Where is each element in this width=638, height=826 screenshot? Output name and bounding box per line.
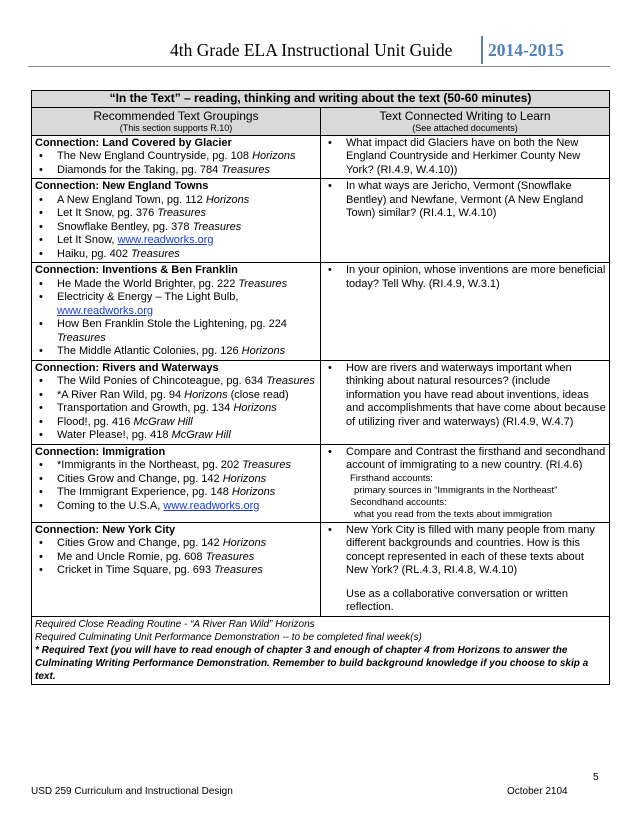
list-item — [35, 194, 317, 208]
writing-prompt-cell — [321, 135, 610, 179]
readworks-link[interactable]: www.readworks.org — [57, 304, 153, 317]
text-grouping-cell — [32, 135, 321, 179]
readworks-link[interactable]: www.readworks.org — [117, 234, 214, 246]
list-item — [35, 164, 317, 178]
list-item — [324, 524, 606, 578]
text-source: Treasures — [131, 247, 180, 260]
list-item — [35, 207, 317, 221]
writing-prompt-cell — [321, 444, 610, 522]
prompt-list — [324, 180, 606, 221]
text-source: Treasures — [57, 331, 106, 344]
list-item — [35, 486, 317, 500]
text-grouping-cell — [32, 179, 321, 263]
culminating-demo-note: Required Culminating Unit Performance Demonstration -- to be completed final week(s) — [35, 631, 422, 643]
text-list — [35, 537, 317, 578]
connection-heading: Connection: New York City — [35, 523, 176, 536]
text-title: Cities Grow and Change, pg. 142 — [57, 472, 223, 485]
list-item — [35, 551, 317, 565]
list-item — [35, 318, 317, 345]
list-item — [324, 264, 606, 291]
table-row — [32, 179, 610, 263]
text-title: Haiku, pg. 402 — [57, 247, 131, 260]
page-header — [0, 30, 638, 70]
text-title: The Immigrant Experience, pg. 148 — [57, 486, 232, 498]
list-item — [35, 416, 317, 430]
text-title: How Ben Franklin Stole the Lightening, pg. 224 — [57, 318, 287, 330]
text-list — [35, 278, 317, 359]
writing-prompt-cell — [321, 179, 610, 263]
text-title: *A River Ran Wild, pg. 94 — [57, 388, 185, 401]
list-item — [35, 150, 317, 164]
text-list — [35, 194, 317, 262]
text-source: Horizons — [184, 388, 228, 401]
list-item — [35, 429, 317, 443]
writing-prompt: What impact did Glaciers have on both the New England Countryside and Herkimer County New York? (RI.4.9, W.4.10)) — [346, 136, 581, 176]
column-header-writing-title: Text Connected Writing to Learn — [379, 108, 551, 123]
text-annotation: (close read) — [227, 388, 289, 401]
text-source: Treasures — [157, 207, 206, 219]
text-grouping-cell — [32, 360, 321, 444]
close-reading-note: Required Close Reading Routine - “A River Ran Wild” Horizons — [35, 618, 315, 630]
text-title: Water Please!, pg. 418 — [57, 429, 172, 441]
text-source: Horizons — [222, 537, 267, 549]
column-header-texts-title: Recommended Text Groupings — [93, 108, 259, 123]
text-title: Diamonds for the Taking, pg. 784 — [57, 163, 222, 176]
list-item — [35, 459, 317, 473]
text-source: Horizons — [233, 402, 277, 414]
text-grouping-cell — [32, 263, 321, 361]
requirements-cell — [32, 616, 610, 684]
writing-prompt-cell — [321, 522, 610, 616]
header-rule — [28, 66, 610, 67]
text-source: Horizons — [241, 345, 286, 357]
list-item — [35, 473, 317, 487]
table-title: “In the Text” – reading, thinking and writing about the text (50-60 minutes) — [32, 91, 610, 108]
text-source: Horizons — [252, 150, 296, 162]
list-item — [35, 221, 317, 235]
text-grouping-cell — [32, 444, 321, 522]
text-title: Cricket in Time Square, pg. 693 — [57, 564, 215, 576]
text-title: Transportation and Growth, pg. 134 — [57, 402, 234, 414]
table-row — [32, 522, 610, 616]
text-grouping-cell — [32, 522, 321, 616]
writing-prompt: How are rivers and waterways important when thinking about natural resources? (include information you have read about inventions, ideas and accomplishments that have come about because of utilizing river and waterways) (RI.4.9, W.4.7) — [346, 361, 606, 428]
account-note: Secondhand accounts: — [350, 496, 447, 508]
text-source: McGraw Hill — [171, 429, 231, 441]
column-header-texts — [32, 107, 321, 135]
header-separator — [481, 36, 483, 64]
list-item — [324, 446, 606, 473]
page-number: 5 — [593, 772, 599, 783]
list-item — [35, 278, 317, 292]
text-source: Treasures — [221, 163, 270, 176]
text-title: Let It Snow, — [57, 234, 118, 246]
text-title: Let It Snow, pg. 376 — [57, 207, 158, 219]
text-title: He Made the World Brighter, pg. 222 — [57, 277, 239, 290]
list-item — [35, 345, 317, 359]
text-list — [35, 459, 317, 513]
writing-prompt: In what ways are Jericho, Vermont (Snowflake Bentley) and Newfane, Vermont (A New England Town) similar? (RI.4.1, W.4.10) — [346, 180, 584, 219]
text-source: Horizons — [231, 486, 276, 498]
text-source: Treasures — [266, 375, 315, 387]
text-title: Me and Uncle Romie, pg. 608 — [57, 550, 206, 563]
list-item — [324, 137, 606, 178]
text-title: A New England Town, pg. 112 — [57, 193, 206, 206]
text-title: Cities Grow and Change, pg. 142 — [57, 537, 223, 549]
column-header-writing — [321, 107, 610, 135]
requirements-row — [32, 616, 610, 684]
table-row — [32, 263, 610, 361]
connection-heading: Connection: Rivers and Waterways — [35, 361, 219, 374]
text-source: Horizons — [222, 472, 267, 485]
connection-heading: Connection: New England Towns — [35, 180, 209, 192]
list-item — [35, 402, 317, 416]
text-source: Treasures — [192, 220, 242, 233]
text-source: Treasures — [242, 459, 291, 471]
account-note: primary sources in “Immigrants in the Northeast” — [354, 484, 558, 496]
list-item — [35, 389, 317, 403]
text-title: The Middle Atlantic Colonies, pg. 126 — [57, 345, 242, 357]
prompt-list — [324, 524, 606, 578]
connection-heading: Connection: Immigration — [35, 445, 166, 458]
list-item — [324, 180, 606, 221]
column-header-texts-note: (This section supports R.10) — [119, 122, 233, 133]
text-source: Horizons — [205, 193, 250, 206]
writing-prompt: In your opinion, whose inventions are more beneficial today? Tell Why. (RI.4.9, W.3.1) — [346, 264, 606, 290]
writing-prompt-cell — [321, 263, 610, 361]
text-title: The Wild Ponies of Chincoteague, pg. 634 — [57, 375, 267, 387]
prompt-list — [324, 362, 606, 430]
text-list — [35, 375, 317, 443]
account-note: Firsthand accounts: — [350, 472, 433, 484]
prompt-list — [324, 137, 606, 178]
connection-heading: Connection: Land Covered by Glacier — [35, 136, 232, 149]
text-source: Treasures — [214, 564, 263, 576]
readworks-link[interactable]: www.readworks.org — [163, 499, 260, 512]
text-source: McGraw Hill — [133, 415, 193, 428]
document-year: 2014-2015 — [488, 40, 564, 60]
prompt-list — [324, 264, 606, 291]
list-item — [35, 291, 317, 318]
table-row — [32, 135, 610, 179]
prompt-list — [324, 446, 606, 473]
writing-prompt: New York City is filled with many people from many different backgrounds and countries. How is this concept represented in each of these texts about New York? (RL.4.3, RI.4.8, W.4.10) — [346, 523, 595, 576]
list-item — [35, 248, 317, 262]
text-title: *Immigrants in the Northeast, pg. 202 — [57, 459, 243, 471]
column-header-writing-note: (See attached documents) — [412, 122, 518, 133]
list-item — [35, 564, 317, 578]
account-note: what you read from the texts about immigration — [354, 508, 553, 520]
text-title: Flood!, pg. 416 — [57, 415, 134, 428]
list-item — [324, 362, 606, 430]
list-item — [35, 234, 317, 248]
text-title: Coming to the U.S.A, — [57, 499, 164, 512]
column-header-row — [32, 107, 610, 135]
text-title: The New England Countryside, pg. 108 — [57, 150, 253, 162]
unit-guide-table — [31, 90, 610, 685]
text-source: Treasures — [238, 277, 288, 290]
writing-prompt: Compare and Contrast the firsthand and secondhand account of immigrating to a new country. (RI.4.6) — [346, 445, 606, 471]
connection-heading: Connection: Inventions & Ben Franklin — [35, 264, 238, 276]
text-source: Treasures — [205, 550, 255, 563]
document-title: 4th Grade ELA Instructional Unit Guide — [170, 40, 453, 60]
list-item — [35, 500, 317, 514]
list-item — [35, 375, 317, 389]
footer-organization: USD 259 Curriculum and Instructional Design — [31, 786, 233, 797]
text-title: Electricity & Energy – The Light Bulb, — [57, 291, 239, 303]
table-row — [32, 444, 610, 522]
prompt-extra: Use as a collaborative conversation or written reflection. — [346, 587, 568, 613]
text-list — [35, 150, 317, 177]
writing-prompt-cell — [321, 360, 610, 444]
table-row — [32, 360, 610, 444]
list-item — [35, 537, 317, 551]
text-title: Snowflake Bentley, pg. 378 — [57, 220, 193, 233]
required-text-note: * Required Text (you will have to read enough of chapter 3 and enough of chapter 4 from Horizons to answer the Culminating Writing Performance Demonstration. Remember to build background knowledge if you choose to skip a text. — [35, 644, 589, 682]
table-title-row — [32, 91, 610, 108]
footer-date: October 2104 — [507, 786, 568, 797]
